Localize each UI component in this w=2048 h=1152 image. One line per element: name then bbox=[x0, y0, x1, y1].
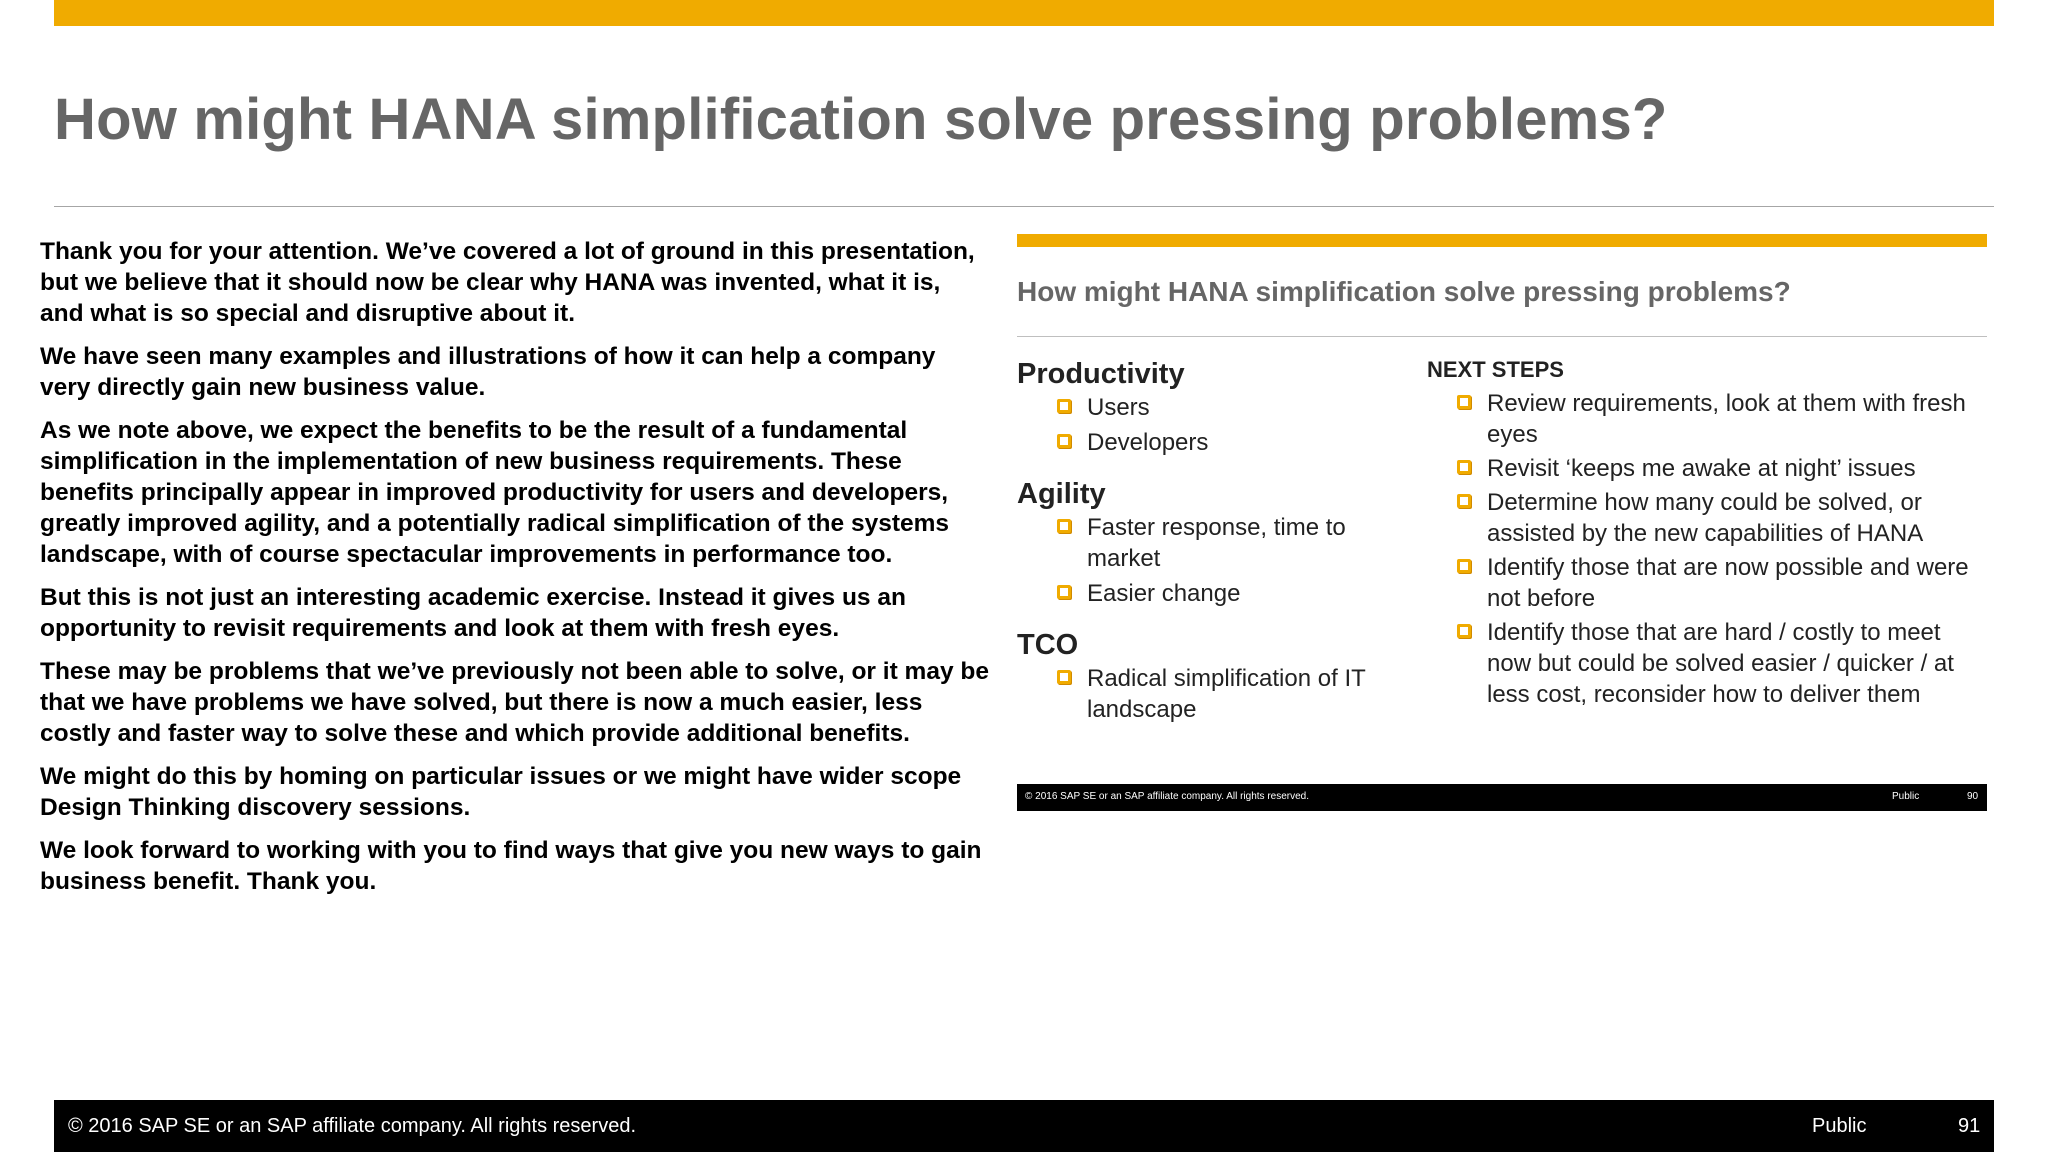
list-item bbox=[1457, 617, 1987, 710]
thumbnail-page-number: 90 bbox=[1967, 791, 1979, 802]
paragraph: But this is not just an interesting academic exercise. Instead it gives us an opportunity to revisit requirements and look at them with fresh eyes. bbox=[40, 584, 906, 642]
checkbox-bullet-icon bbox=[1457, 559, 1471, 573]
paragraph: We might do this by homing on particular issues or we might have wider scope Design Thinking discovery sessions. bbox=[40, 763, 962, 821]
checkbox-bullet-icon bbox=[1057, 519, 1071, 533]
page-number: 91 bbox=[1958, 1115, 1981, 1137]
thumbnail-copyright: © 2016 SAP SE or an SAP affiliate company. All rights reserved. bbox=[1025, 791, 1310, 802]
list-item bbox=[1057, 578, 1417, 609]
list-item-label: Users bbox=[1087, 394, 1150, 421]
list-item-label: Identify those that are now possible and were not before bbox=[1487, 554, 1969, 612]
checkbox-bullet-icon bbox=[1057, 399, 1071, 413]
section-heading: TCO bbox=[1017, 629, 1079, 661]
section-heading: Productivity bbox=[1017, 358, 1185, 390]
copyright-text: © 2016 SAP SE or an SAP affiliate company. All rights reserved. bbox=[68, 1115, 637, 1137]
list-item-label: Review requirements, look at them with fresh eyes bbox=[1487, 390, 1966, 448]
benefits-column bbox=[1017, 356, 1417, 743]
bullet-list bbox=[1017, 392, 1417, 458]
list-item bbox=[1457, 552, 1987, 614]
checkbox-bullet-icon bbox=[1457, 395, 1471, 409]
list-item-label: Easier change bbox=[1087, 580, 1241, 607]
paragraph: Thank you for your attention. We’ve covered a lot of ground in this presentation, but we believe that it should now be clear why HANA was invented, what it is, and what is so special and disruptive about it. bbox=[40, 238, 975, 327]
checkbox-bullet-icon bbox=[1457, 494, 1471, 508]
list-item-label: Revisit ‘keeps me awake at night’ issues bbox=[1487, 455, 1916, 482]
list-item bbox=[1057, 512, 1417, 574]
checkbox-bullet-icon bbox=[1057, 434, 1071, 448]
list-item-label: Developers bbox=[1087, 429, 1209, 456]
thumbnail-footer bbox=[1017, 784, 1987, 811]
checkbox-bullet-icon bbox=[1457, 460, 1471, 474]
next-steps-list bbox=[1427, 388, 1987, 710]
body-text bbox=[40, 236, 990, 909]
bullet-list bbox=[1017, 512, 1417, 609]
paragraph: These may be problems that we’ve previously not been able to solve, or it may be that we have problems we have solved, but there is now a much easier, less costly and faster way to solve these and which provide additional benefits. bbox=[40, 658, 989, 747]
list-item bbox=[1057, 392, 1417, 423]
paragraph: As we note above, we expect the benefits to be the result of a fundamental simplification in the implementation of new business requirements. These benefits principally appear in improved productivity for users and developers, greatly improved agility, and a potentially radical simplification of the systems landscape, with of course spectacular improvements in performance too. bbox=[40, 417, 950, 568]
list-item bbox=[1457, 453, 1987, 484]
checkbox-bullet-icon bbox=[1457, 624, 1471, 638]
top-accent-bar bbox=[54, 0, 1994, 26]
page-title: How might HANA simplification solve pressing problems? bbox=[54, 87, 1668, 152]
thumbnail-classification: Public bbox=[1892, 791, 1920, 802]
list-item-label: Radical simplification of IT landscape bbox=[1087, 665, 1366, 723]
slide-footer bbox=[54, 1100, 1994, 1152]
list-item bbox=[1057, 663, 1417, 725]
list-item-label: Determine how many could be solved, or assisted by the new capabilities of HANA bbox=[1487, 489, 1924, 547]
list-item bbox=[1057, 427, 1417, 458]
list-item bbox=[1457, 487, 1987, 549]
classification-label: Public bbox=[1812, 1115, 1867, 1137]
thumbnail-title: How might HANA simplification solve pressing problems? bbox=[1017, 276, 1791, 307]
checkbox-bullet-icon bbox=[1057, 670, 1071, 684]
checkbox-bullet-icon bbox=[1057, 585, 1071, 599]
thumbnail-divider bbox=[1017, 336, 1987, 337]
paragraph: We have seen many examples and illustrations of how it can help a company very directly gain new business value. bbox=[40, 343, 936, 401]
list-item-label: Identify those that are hard / costly to meet now but could be solved easier / quicker / at less cost, reconsider how to deliver them bbox=[1487, 619, 1954, 708]
paragraph: We look forward to working with you to find ways that give you new ways to gain business benefit. Thank you. bbox=[40, 837, 982, 895]
section-heading: Agility bbox=[1017, 478, 1106, 510]
title-divider bbox=[54, 206, 1994, 207]
section-tco bbox=[1017, 627, 1417, 725]
list-item bbox=[1457, 388, 1987, 450]
thumbnail-accent-bar bbox=[1017, 234, 1987, 247]
next-steps-heading: NEXT STEPS bbox=[1427, 357, 1564, 382]
list-item-label: Faster response, time to market bbox=[1087, 514, 1346, 572]
bullet-list bbox=[1017, 663, 1417, 725]
section-agility bbox=[1017, 476, 1417, 609]
section-productivity bbox=[1017, 356, 1417, 458]
next-steps-column bbox=[1427, 356, 1987, 713]
slide-thumbnail bbox=[1017, 234, 1987, 811]
